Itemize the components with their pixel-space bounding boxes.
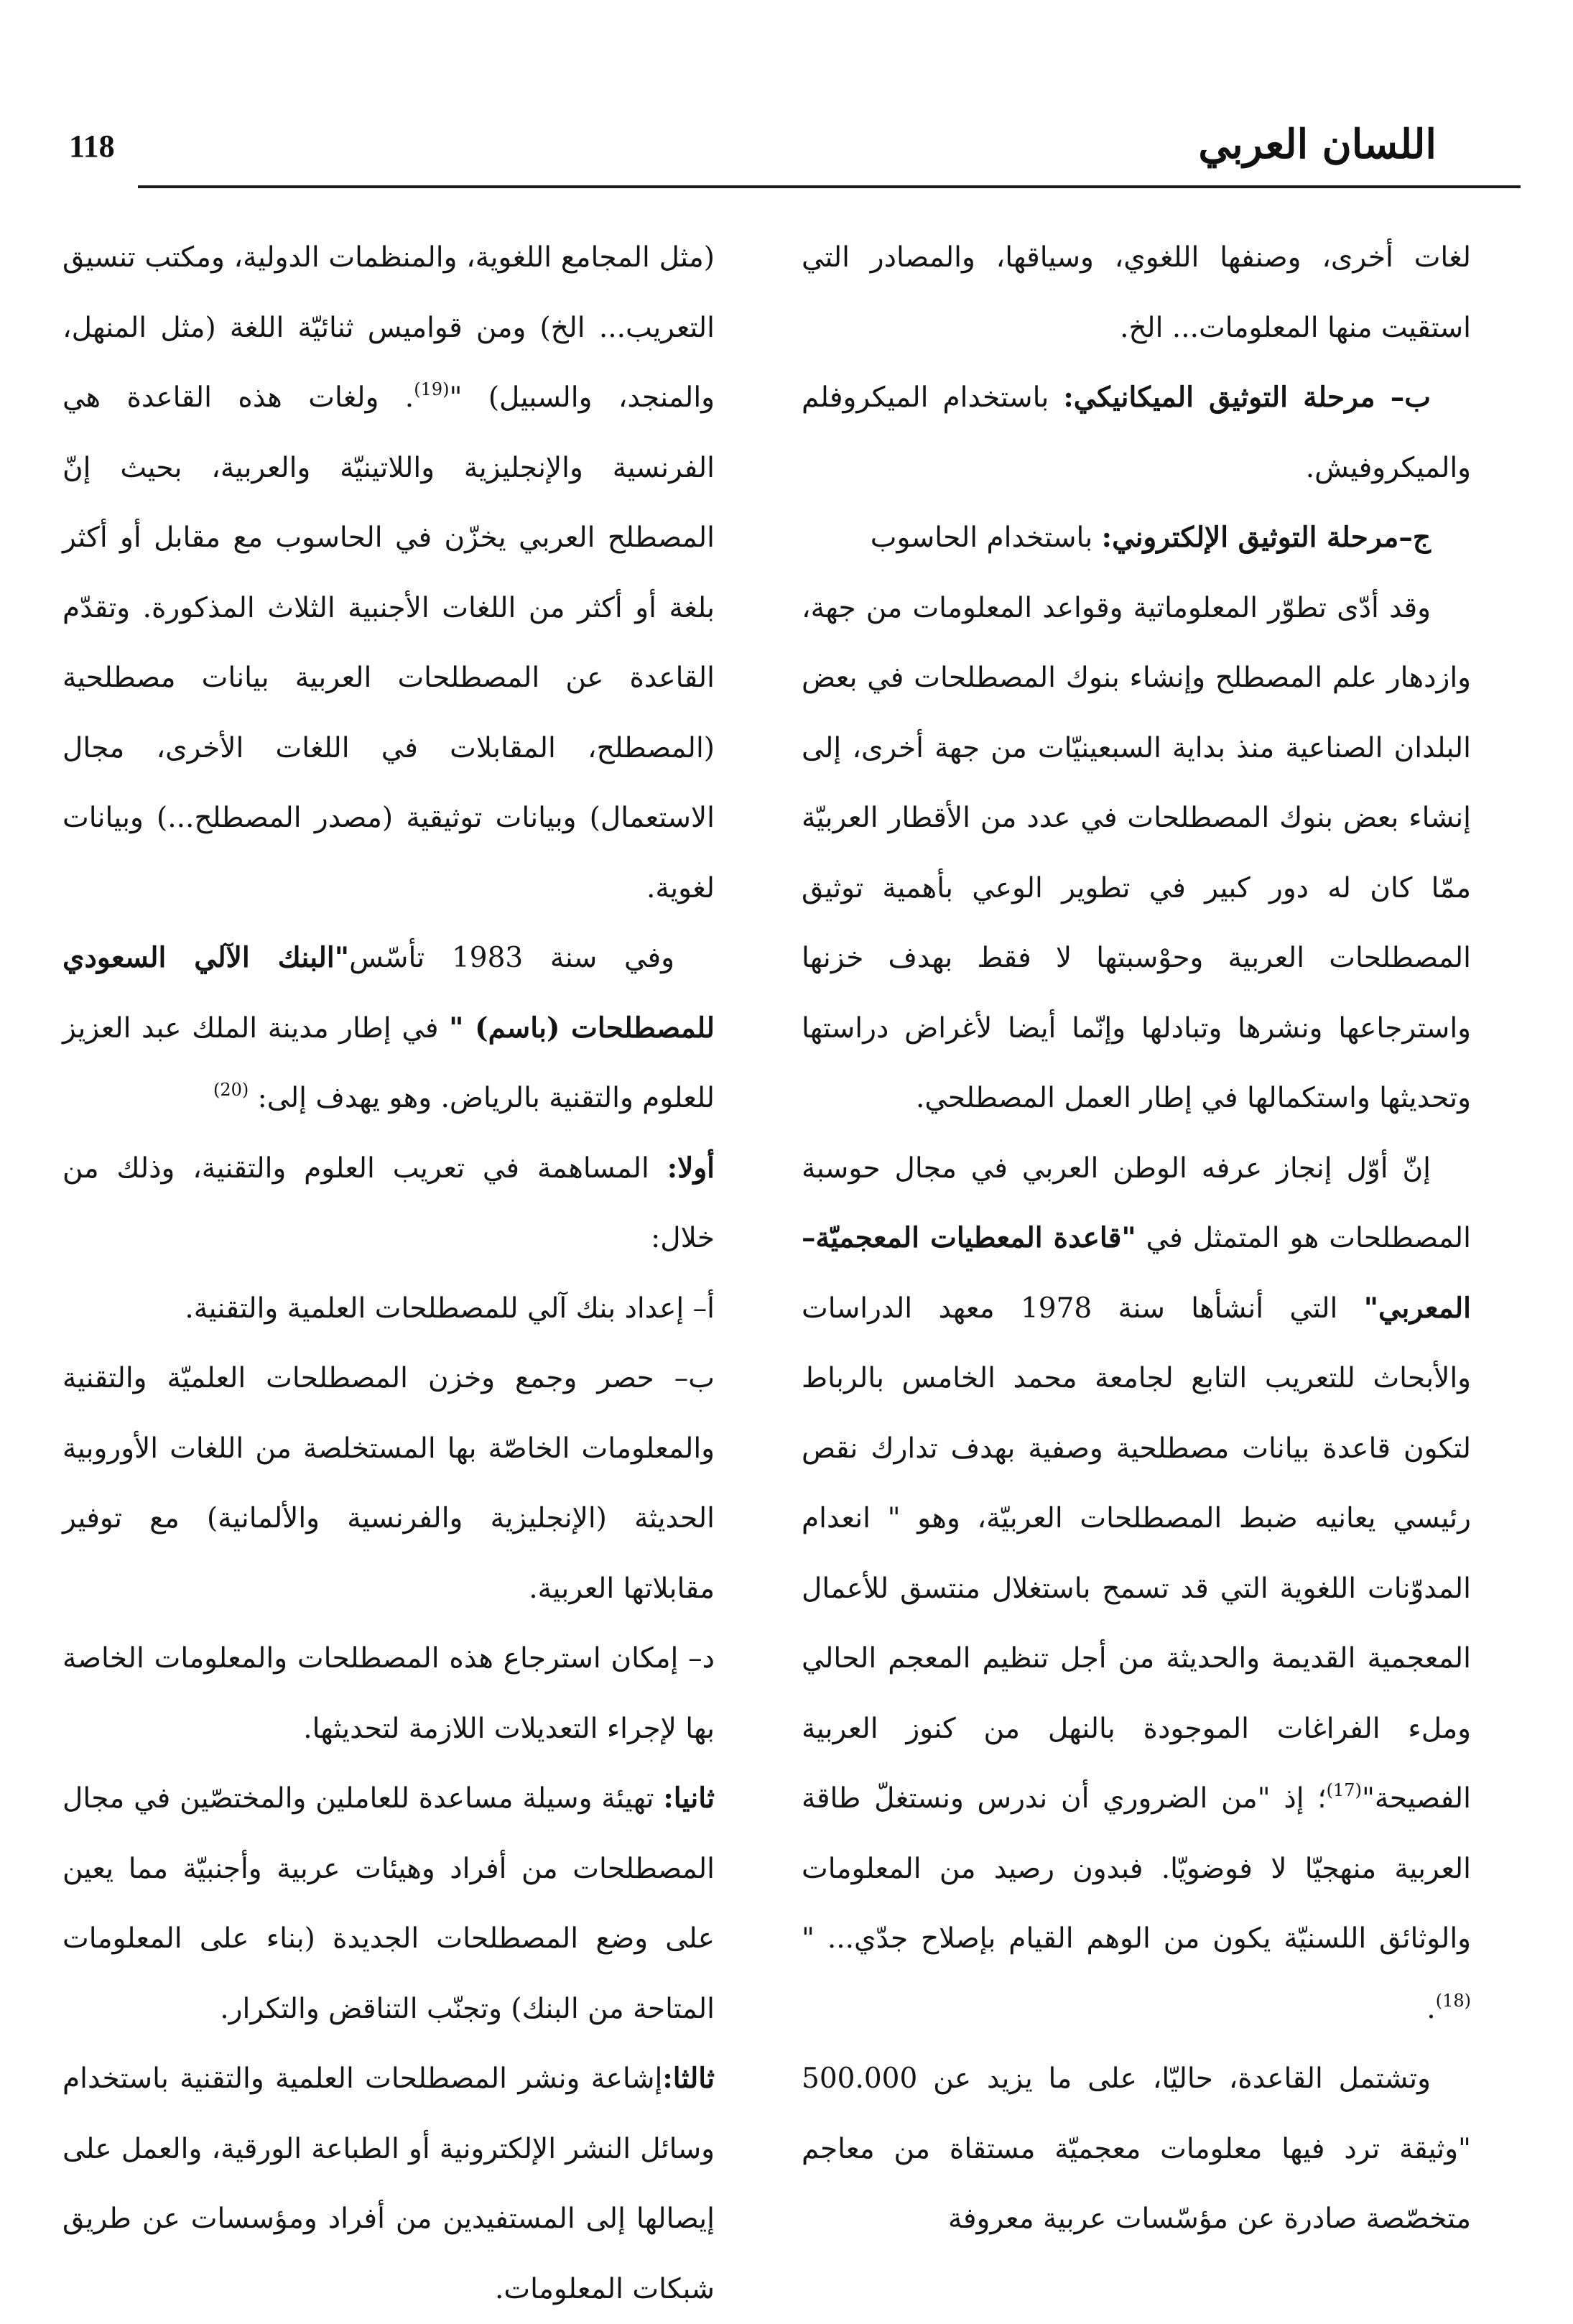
journal-title: اللسان العربي — [1198, 121, 1437, 168]
paragraph — [802, 573, 1471, 1134]
paragraph-text: في إطار مدينة الملك عبد العزيز للعلوم والتقنية بالرياض. وهو يهدف إلى: — [62, 1011, 715, 1114]
paragraph-text: . ولغات هذه القاعدة هي الفرنسية والإنجليزية واللاتينيّة والعربية، بحيث إنّ المصطلح العربي يخزّن في الحاسوب مع مقابل أو أكثر بلغة أو أكثر من اللغات الأجنبية الثلاث المذكورة. وتقدّم القاعدة عن المصطلحات العربية بيانات مصطلحية (المصطلح، المقابلات في اللغات الأخرى، مجال الاستعمال) وبيانات توثيقية (مصدر المصطلح...) وبيانات لغوية. — [62, 381, 715, 904]
page-number: 118 — [69, 129, 115, 164]
paragraph-text: وقد أدّى تطوّر المعلوماتية وقواعد المعلومات من جهة، وازدهار علم المصطلح وإنشاء بنوك المصطلحات في بعض البلدان الصناعية منذ بداية السبعينيّات من جهة أخرى، إلى إنشاء بعض بنوك المصطلحات في عدد من الأقطار العربيّة ممّا كان له دور كبير في تطوير الوعي بأهمية توثيق المصطلحات العربية وحوْسبتها لا فقط بهدف خزنها واسترجاعها ونشرها وتبادلها وإنّما أيضا لأغراض دراستها وتحديثها واستكمالها في إطار العمل المصطلحي. — [802, 591, 1471, 1114]
paragraph-text: إنّ أوّل إنجاز عرفه الوطن العربي في مجال حوسبة المصطلحات هو المتمثل في — [802, 1152, 1471, 1254]
paragraph-text: باستخدام الميكروفلم والميكروفيش. — [802, 381, 1471, 484]
footnote-ref: (18) — [1435, 1990, 1471, 2011]
list-item-text: ب– حصر وجمع وخزن المصطلحات العلميّة والتقنية والمعلومات الخاصّة بها المستخلصة من اللغات الأوروبية الحديثة (الإنجليزية والفرنسية والألمانية) مع توفير مقابلاتها العربية. — [62, 1362, 715, 1605]
database-name: "قاعدة المعطيات المعجميّة– المعربي" — [802, 1221, 1471, 1325]
list-item — [62, 1274, 715, 1344]
paragraph-text: وتشتمل القاعدة، حاليّا، على ما يزيد عن 500.000 "وثيقة ترد فيها معلومات معجميّة مستقاة من معاجم متخصّصة صادرة عن مؤسّسات عربية معروفة — [802, 2063, 1471, 2235]
left-column — [62, 223, 715, 2324]
list-item — [62, 1343, 715, 1624]
paragraph — [62, 2044, 715, 2324]
paragraph-text: (مثل المجامع اللغوية، والمنظمات الدولية، ومكتب تنسيق التعريب... الخ) ومن قواميس ثنائيّة اللغة (مثل المنهل، والمنجد، والسبيل) " — [62, 241, 715, 414]
stage-heading: ج–مرحلة التوثيق الإلكتروني: — [1101, 521, 1431, 554]
paragraph — [62, 923, 715, 1134]
paragraph-text: لغات أخرى، وصنفها اللغوي، وسياقها، والمصادر التي استقيت منها المعلومات... الخ. — [802, 241, 1471, 344]
paragraph-text: وفي سنة 1983 تأسّس — [349, 942, 674, 974]
paragraph — [802, 503, 1471, 573]
bank-name: "البنك الآلي السعودي للمصطلحات (باسم) " — [62, 941, 715, 1045]
paragraph — [62, 223, 715, 923]
objective-label: ثانيا: — [663, 1782, 715, 1815]
stage-heading: ب– مرحلة التوثيق الميكانيكي: — [1063, 381, 1431, 414]
footnote-ref: (17) — [1326, 1780, 1362, 1800]
paragraph-text: تهيئة وسيلة مساعدة للعاملين والمختصّين في مجال المصطلحات من أفراد وهيئات عربية وأجنبيّة مما يعين على وضع المصطلحات الجديدة (بناء على المعلومات المتاحة من البنك) وتجنّب التناقض والتكرار. — [62, 1782, 715, 2025]
paragraph — [802, 1134, 1471, 2045]
list-item-text: د– إمكان استرجاع هذه المصطلحات والمعلومات الخاصة بها لإجراء التعديلات اللازمة لتحديثها. — [62, 1642, 715, 1745]
paragraph-text: ؛ إذ "من الضروري أن ندرس ونستغلّ طاقة العربية منهجيّا لا فوضويّا. فبدون رصيد من المعلومات والوثائق اللسنيّة يكون من الوهم القيام بإصلاح جدّي... " — [802, 1782, 1471, 1955]
paragraph — [62, 1764, 715, 2044]
list-item — [62, 1624, 715, 1764]
paragraph-text: . — [1426, 1992, 1436, 2025]
right-column — [802, 223, 1471, 2254]
paragraph-text: باستخدام الحاسوب — [870, 522, 1102, 554]
paragraph-text: المساهمة في تعريب العلوم والتقنية، وذلك من خلال: — [62, 1152, 715, 1254]
paragraph — [802, 363, 1471, 503]
footnote-ref: (19) — [414, 379, 450, 399]
objective-label: أولا: — [667, 1151, 715, 1185]
paragraph — [802, 223, 1471, 363]
paragraph-text: إشاعة ونشر المصطلحات العلمية والتقنية باستخدام وسائل النشر الإلكترونية أو الطباعة الورقية، والعمل على إيصالها إلى المستفيدين من أفراد ومؤسسات عن طريق شبكات المعلومات. — [62, 2063, 715, 2305]
objective-label: ثالثا: — [662, 2062, 715, 2095]
header-rule — [138, 185, 1521, 188]
paragraph — [62, 1134, 715, 1274]
list-item-text: أ– إعداد بنك آلي للمصطلحات العلمية والتقنية. — [185, 1292, 715, 1325]
footnote-ref: (20) — [213, 1080, 249, 1100]
paragraph — [802, 2044, 1471, 2254]
paragraph-text: التي أنشأها سنة 1978 معهد الدراسات والأبحاث للتعريب التابع لجامعة محمد الخامس بالرباط لتكون قاعدة بيانات مصطلحية وصفية بهدف تدارك نقص رئيسي يعانيه ضبط المصطلحات العربيّة، وهو " انعدام المدوّنات اللغوية التي قد تسمح باستغلال منتسق للأعمال المعجمية القديمة والحديثة من أجل تنظيم المعجم الحالي وملء الفراغات الموجودة بالنهل من كنوز العربية الفصيحة" — [802, 1292, 1471, 1815]
